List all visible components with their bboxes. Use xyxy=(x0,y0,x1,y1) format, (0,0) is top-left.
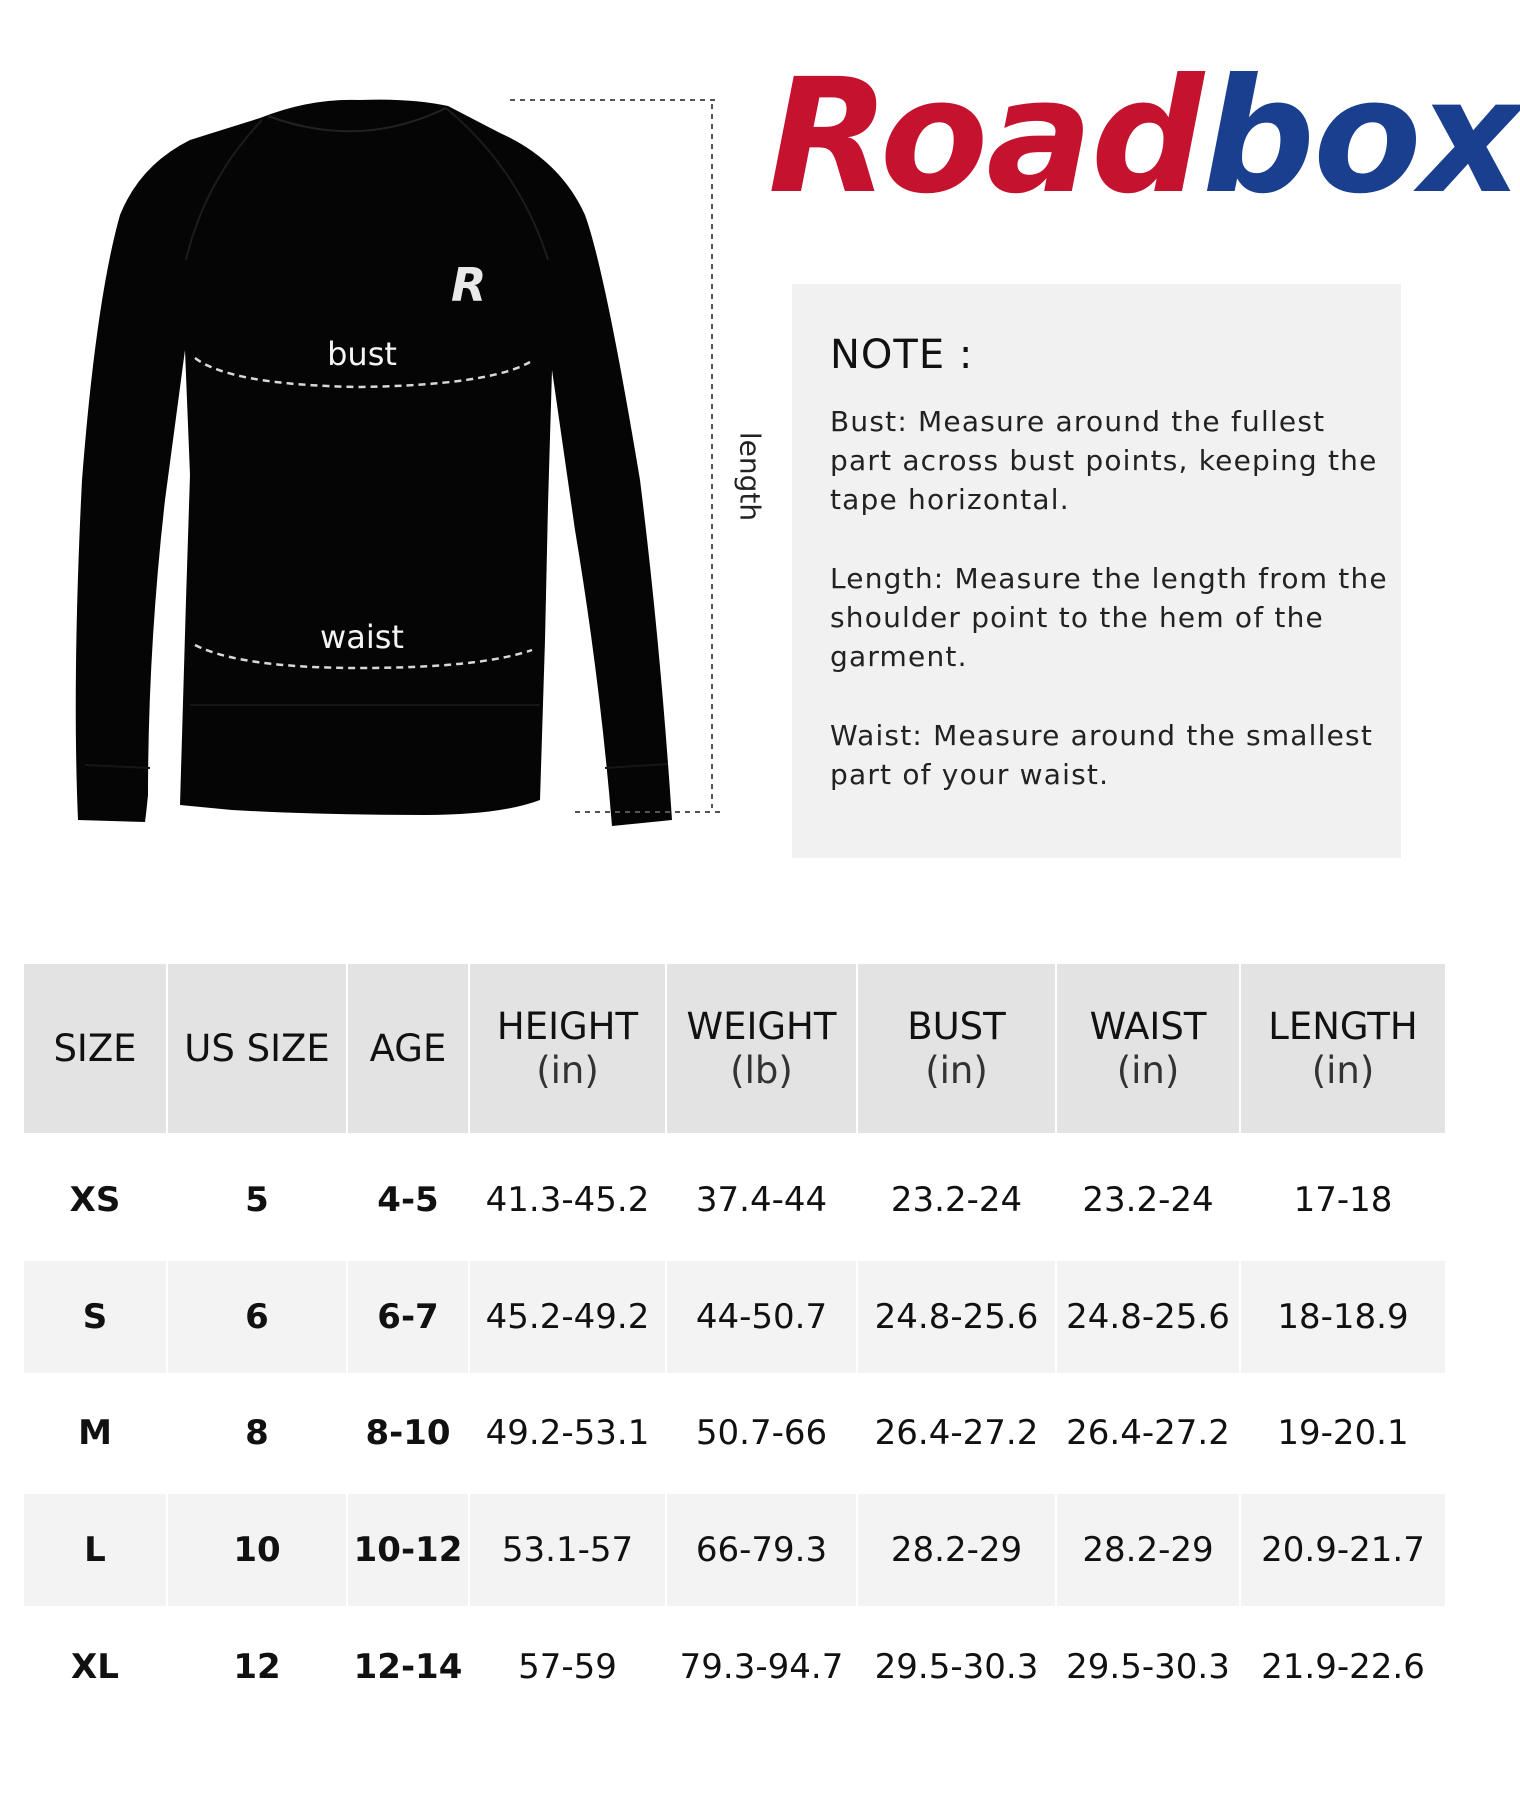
cell-age: 8-10 xyxy=(348,1377,468,1489)
cell-size: XS xyxy=(24,1144,166,1256)
cell-waist: 24.8-25.6 xyxy=(1057,1261,1239,1373)
header-length-unit: (in) xyxy=(1311,1048,1375,1092)
header-length xyxy=(1241,964,1445,1133)
header-size xyxy=(24,964,166,1133)
cell-weight: 37.4-44 xyxy=(667,1144,856,1256)
note-title: NOTE : xyxy=(830,332,974,378)
cell-weight: 79.3-94.7 xyxy=(667,1611,856,1723)
cell-length: 20.9-21.7 xyxy=(1241,1494,1445,1606)
header-weight-unit: (lb) xyxy=(730,1048,793,1092)
cell-size: M xyxy=(24,1377,166,1489)
waist-label: waist xyxy=(320,618,404,656)
note-panel xyxy=(792,284,1401,858)
cell-size: XL xyxy=(24,1611,166,1723)
header-age-label: AGE xyxy=(369,1026,447,1070)
header-height-unit: (in) xyxy=(536,1048,599,1092)
cell-age: 10-12 xyxy=(348,1494,468,1606)
header-waist-unit: (in) xyxy=(1116,1048,1180,1092)
header-age xyxy=(348,964,468,1133)
header-waist xyxy=(1057,964,1239,1133)
cell-us-size: 10 xyxy=(168,1494,346,1606)
cell-height: 53.1-57 xyxy=(470,1494,665,1606)
cell-weight: 50.7-66 xyxy=(667,1377,856,1489)
header-us-size xyxy=(168,964,346,1133)
cell-bust: 26.4-27.2 xyxy=(858,1377,1055,1489)
bust-label: bust xyxy=(327,335,397,373)
cell-height: 49.2-53.1 xyxy=(470,1377,665,1489)
note-waist: Waist: Measure around the smallest part of your waist. xyxy=(830,719,1374,791)
header-bust-label: BUST xyxy=(907,1004,1006,1048)
cell-length: 17-18 xyxy=(1241,1144,1445,1256)
brand-logo xyxy=(768,45,1520,229)
cell-age: 6-7 xyxy=(348,1261,468,1373)
cell-size: L xyxy=(24,1494,166,1606)
cell-bust: 28.2-29 xyxy=(858,1494,1055,1606)
cell-bust: 24.8-25.6 xyxy=(858,1261,1055,1373)
shirt-body xyxy=(76,100,672,826)
cell-length: 19-20.1 xyxy=(1241,1377,1445,1489)
cell-size: S xyxy=(24,1261,166,1373)
header-waist-label: WAIST xyxy=(1089,1004,1207,1048)
cell-us-size: 8 xyxy=(168,1377,346,1489)
header-size-label: SIZE xyxy=(53,1026,137,1070)
cell-us-size: 6 xyxy=(168,1261,346,1373)
cell-bust: 23.2-24 xyxy=(858,1144,1055,1256)
cell-weight: 44-50.7 xyxy=(667,1261,856,1373)
cell-us-size: 5 xyxy=(168,1144,346,1256)
cell-age: 12-14 xyxy=(348,1611,468,1723)
header-height-label: HEIGHT xyxy=(496,1004,639,1048)
note-bust: Bust: Measure around the fullest part across bust points, keeping the tape horizontal. xyxy=(830,405,1378,516)
chest-logo: R xyxy=(451,258,487,312)
header-weight xyxy=(667,964,856,1133)
header-length-label: LENGTH xyxy=(1268,1004,1418,1048)
header-us-size-label: US SIZE xyxy=(184,1026,330,1070)
brand-logo-part1: Road xyxy=(768,45,1203,229)
header-bust xyxy=(858,964,1055,1133)
cell-length: 18-18.9 xyxy=(1241,1261,1445,1373)
brand-logo-part2: box xyxy=(1202,45,1520,229)
header-weight-label: WEIGHT xyxy=(686,1004,837,1048)
cell-waist: 28.2-29 xyxy=(1057,1494,1239,1606)
cell-length: 21.9-22.6 xyxy=(1241,1611,1445,1723)
cell-height: 41.3-45.2 xyxy=(470,1144,665,1256)
cell-height: 57-59 xyxy=(470,1611,665,1723)
length-label: length xyxy=(733,431,767,522)
shirt-illustration xyxy=(60,90,760,850)
cell-bust: 29.5-30.3 xyxy=(858,1611,1055,1723)
cell-us-size: 12 xyxy=(168,1611,346,1723)
cell-waist: 29.5-30.3 xyxy=(1057,1611,1239,1723)
header-height xyxy=(470,964,665,1133)
cell-height: 45.2-49.2 xyxy=(470,1261,665,1373)
cell-weight: 66-79.3 xyxy=(667,1494,856,1606)
note-length: Length: Measure the length from the shoulder point to the hem of the garment. xyxy=(830,562,1388,673)
cell-waist: 23.2-24 xyxy=(1057,1144,1239,1256)
cell-age: 4-5 xyxy=(348,1144,468,1256)
header-bust-unit: (in) xyxy=(925,1048,988,1092)
cell-waist: 26.4-27.2 xyxy=(1057,1377,1239,1489)
